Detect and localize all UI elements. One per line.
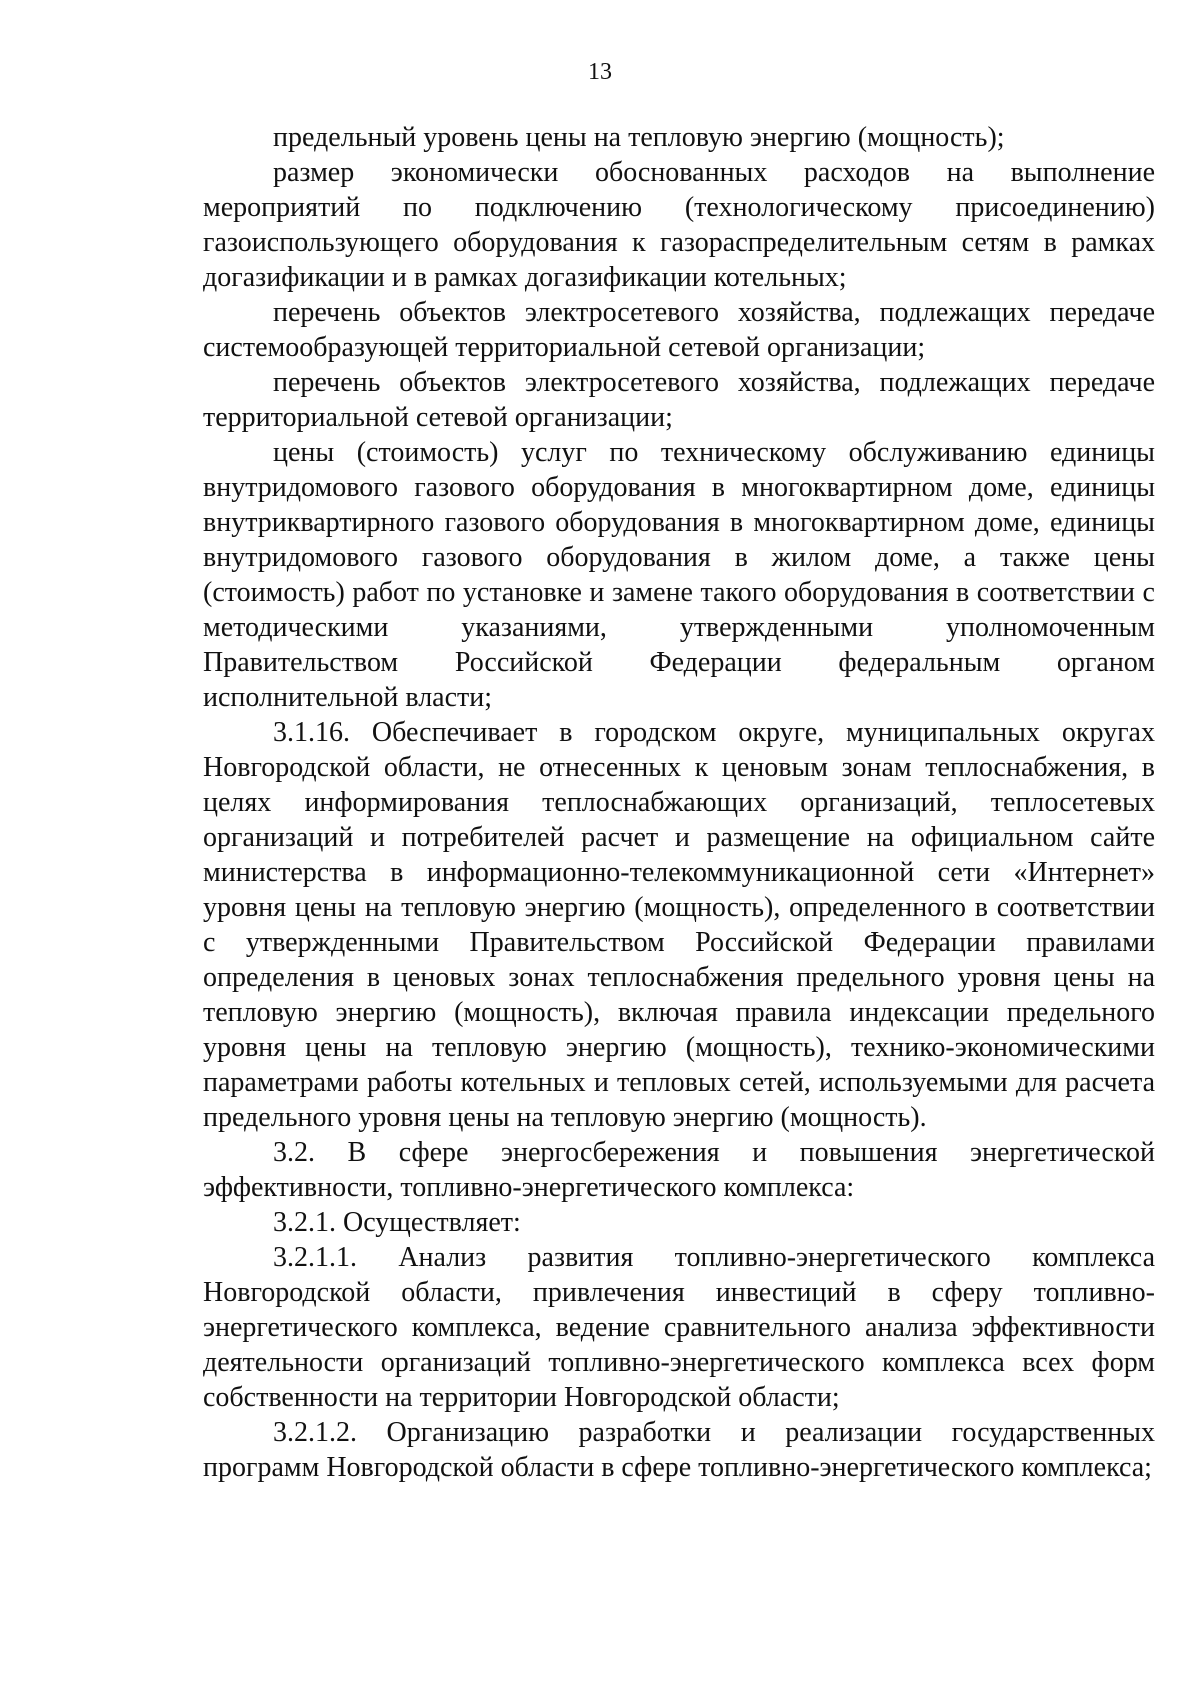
paragraph-price-limit: предельный уровень цены на тепловую энергию (мощность); xyxy=(273,122,1005,153)
paragraph-gas-equipment-service-prices: цены (стоимость) услуг по техническому обслуживанию единицы внутридомового газового оборудования в многоквартирном доме, единицы внутриквартирного газового оборудования в многоквартирном доме, единицы внутридомового газового оборудования в жилом доме, а также цены (стоимость) работ по установке и замене такого оборудования в соответствии с методическими указаниями, утвержденными уполномоченным Правительством Российской Федерации федеральным органом исполнительной власти; xyxy=(203,437,1155,713)
paragraph-system-grid-objects: перечень объектов электросетевого хозяйства, подлежащих передаче системообразующей территориальной сетевой организации; xyxy=(203,297,1155,363)
paragraph-3-2: 3.2. В сфере энергосбережения и повышения энергетической эффективности, топливно-энергетического комплекса: xyxy=(203,1137,1155,1203)
paragraph-3-1-16: 3.1.16. Обеспечивает в городском округе, муниципальных округах Новгородской области, не отнесенных к ценовым зонам теплоснабжения, в целях информирования теплоснабжающих организаций, теплосетевых организаций и потребителей расчет и размещение на официальном сайте министерства в информационно-телекоммуникационной сети «Интернет» уровня цены на тепловую энергию (мощность), определенного в соответствии с утвержденными Правительством Российской Федерации правилами определения в ценовых зонах теплоснабжения предельного уровня цены на тепловую энергию (мощность), включая правила индексации предельного уровня цены на тепловую энергию (мощность), технико-экономическими параметрами работы котельных и тепловых сетей, используемыми для расчета предельного уровня цены на тепловую энергию (мощность). xyxy=(203,717,1155,1133)
document-body xyxy=(203,120,1155,1485)
paragraph-territorial-grid-objects: перечень объектов электросетевого хозяйства, подлежащих передаче территориальной сетевой организации; xyxy=(203,367,1155,433)
page-number: 13 xyxy=(588,59,612,85)
paragraph-3-2-1-1: 3.2.1.1. Анализ развития топливно-энергетического комплекса Новгородской области, привлечения инвестиций в сферу топливно-энергетического комплекса, ведение сравнительного анализа эффективности деятельности организаций топливно-энергетического комплекса всех форм собственности на территории Новгородской области; xyxy=(203,1242,1155,1413)
paragraph-3-2-1-2: 3.2.1.2. Организацию разработки и реализации государственных программ Новгородской области в сфере топливно-энергетического комплекса; xyxy=(203,1417,1155,1483)
paragraph-gasification-costs: размер экономически обоснованных расходов на выполнение мероприятий по подключению (технологическому присоединению) газоиспользующего оборудования к газораспределительным сетям в рамках догазификации и в рамках догазификации котельных; xyxy=(203,157,1155,293)
paragraph-3-2-1: 3.2.1. Осуществляет: xyxy=(273,1207,521,1238)
